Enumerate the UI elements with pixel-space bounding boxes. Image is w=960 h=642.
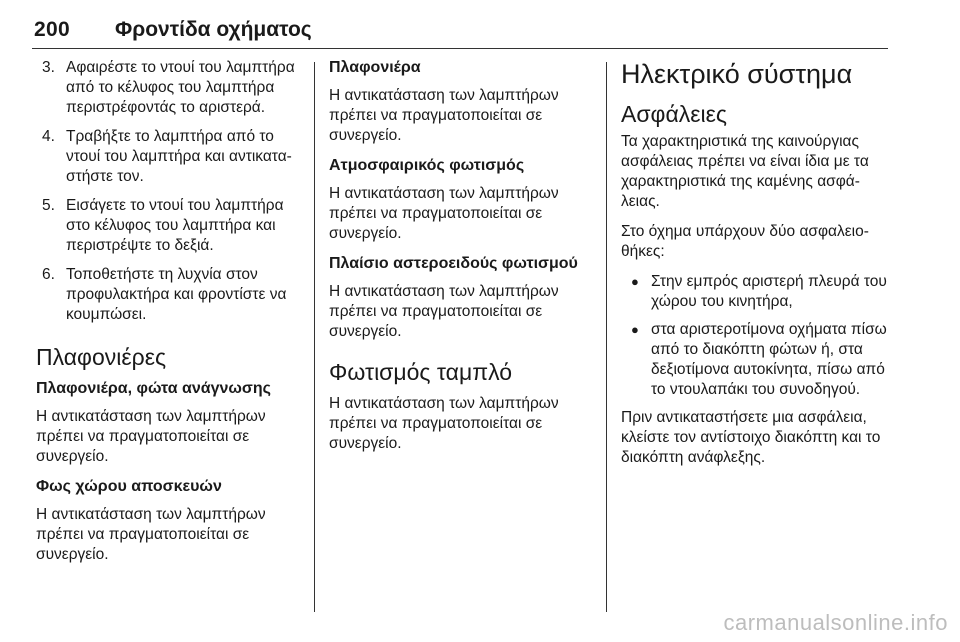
bullet-text: Στην εμπρός αριστερή πλευρά του χώρου του κινητήρα,: [651, 273, 887, 310]
step-item: [36, 265, 300, 325]
reading-lights-text: Η αντικατάσταση των λαμπτήρων πρέπει να πραγματοποιείται σε συνεργείο.: [36, 408, 266, 465]
luggage-light-text: Η αντικατάσταση των λαμπτήρων πρέπει να πραγματοποιείται σε συνεργείο.: [36, 506, 266, 563]
step-item: [36, 58, 300, 118]
starlight-frame-text: Η αντικατάσταση των λαμπτήρων πρέπει να πραγματοποιείται σε συνεργείο.: [329, 283, 559, 340]
fuses-paragraph-2: Στο όχημα υπάρχουν δύο ασφαλειο- θήκες:: [621, 223, 869, 260]
step-list: [36, 58, 300, 325]
step-text: Τραβήξτε το λαμπτήρα από το ντουί του λαμπτήρα και αντικατα- στήστε τον.: [66, 128, 292, 185]
step-number: 6.: [42, 266, 55, 283]
subheading-fuses: Ασφάλειες: [621, 101, 727, 127]
bullet-text: στα αριστεροτίμονα οχήματα πίσω από το διακόπτη φώτων ή, στα δεξιοτίμονα αυτοκίνητα, πίσω από το ντουλαπάκι του συνοδηγού.: [651, 321, 887, 398]
column-divider-right: [606, 62, 607, 612]
step-text: Αφαιρέστε το ντουί του λαμπτήρα από το κέλυφος του λαμπτήρα περιστρέφοντάς το αριστερά.: [66, 59, 295, 116]
step-number: 3.: [42, 59, 55, 76]
bullet-icon: ●: [631, 322, 639, 337]
column-3: [621, 58, 891, 478]
bullet-icon: ●: [631, 274, 639, 289]
dashboard-lighting-text: Η αντικατάσταση των λαμπτήρων πρέπει να πραγματοποιείται σε συνεργείο.: [329, 395, 559, 452]
bullet-item: [621, 320, 891, 400]
column-1: [36, 58, 300, 575]
watermark: carmanualsonline.info: [723, 610, 948, 635]
step-item: [36, 127, 300, 187]
column-2: [329, 58, 589, 464]
ceiling-light-text: Η αντικατάσταση των λαμπτήρων πρέπει να πραγματοποιείται σε συνεργείο.: [329, 87, 559, 144]
fuses-paragraph-1: Τα χαρακτηριστικά της καινούργιας ασφάλειας πρέπει να είναι ίδια με τα χαρακτηριστικά της καμένης ασφά- λειας.: [621, 133, 869, 210]
page-title: Φροντίδα οχήματος: [115, 18, 312, 41]
subheading-reading-lights: Πλαφονιέρα, φώτα ανάγνωσης: [36, 380, 271, 397]
step-text: Τοποθετήστε τη λυχνία στον προφυλακτήρα και φροντίστε να κουμπώσει.: [66, 266, 287, 323]
section-heading-dashboard-lighting: Φωτισμός ταμπλό: [329, 359, 513, 385]
section-heading-ceiling-lights: Πλαφονιέρες: [36, 344, 167, 370]
subheading-starlight-frame: Πλαίσιο αστεροειδούς φωτισμού: [329, 255, 578, 272]
column-divider-left: [314, 62, 315, 612]
subheading-ceiling-light: Πλαφονιέρα: [329, 59, 421, 76]
step-number: 4.: [42, 128, 55, 145]
ambient-lighting-text: Η αντικατάσταση των λαμπτήρων πρέπει να πραγματοποιείται σε συνεργείο.: [329, 185, 559, 242]
page-number: 200: [34, 18, 70, 41]
step-item: [36, 196, 300, 256]
bullet-item: [621, 272, 891, 312]
subheading-luggage-light: Φως χώρου αποσκευών: [36, 478, 222, 495]
step-text: Εισάγετε το ντουί του λαμπτήρα στο κέλυφος του λαμπτήρα και περιστρέψτε το δεξιά.: [66, 197, 284, 254]
subheading-ambient-lighting: Ατμοσφαιρικός φωτισμός: [329, 157, 525, 174]
fuses-paragraph-3: Πριν αντικαταστήσετε μια ασφάλεια, κλείστε τον αντίστοιχο διακόπτη και το διακόπτη ανάφλεξης.: [621, 409, 881, 466]
page-header: [32, 0, 888, 48]
header-rule: [32, 48, 888, 49]
section-heading-electrical-system: Ηλεκτρικό σύστημα: [621, 59, 853, 89]
step-number: 5.: [42, 197, 55, 214]
